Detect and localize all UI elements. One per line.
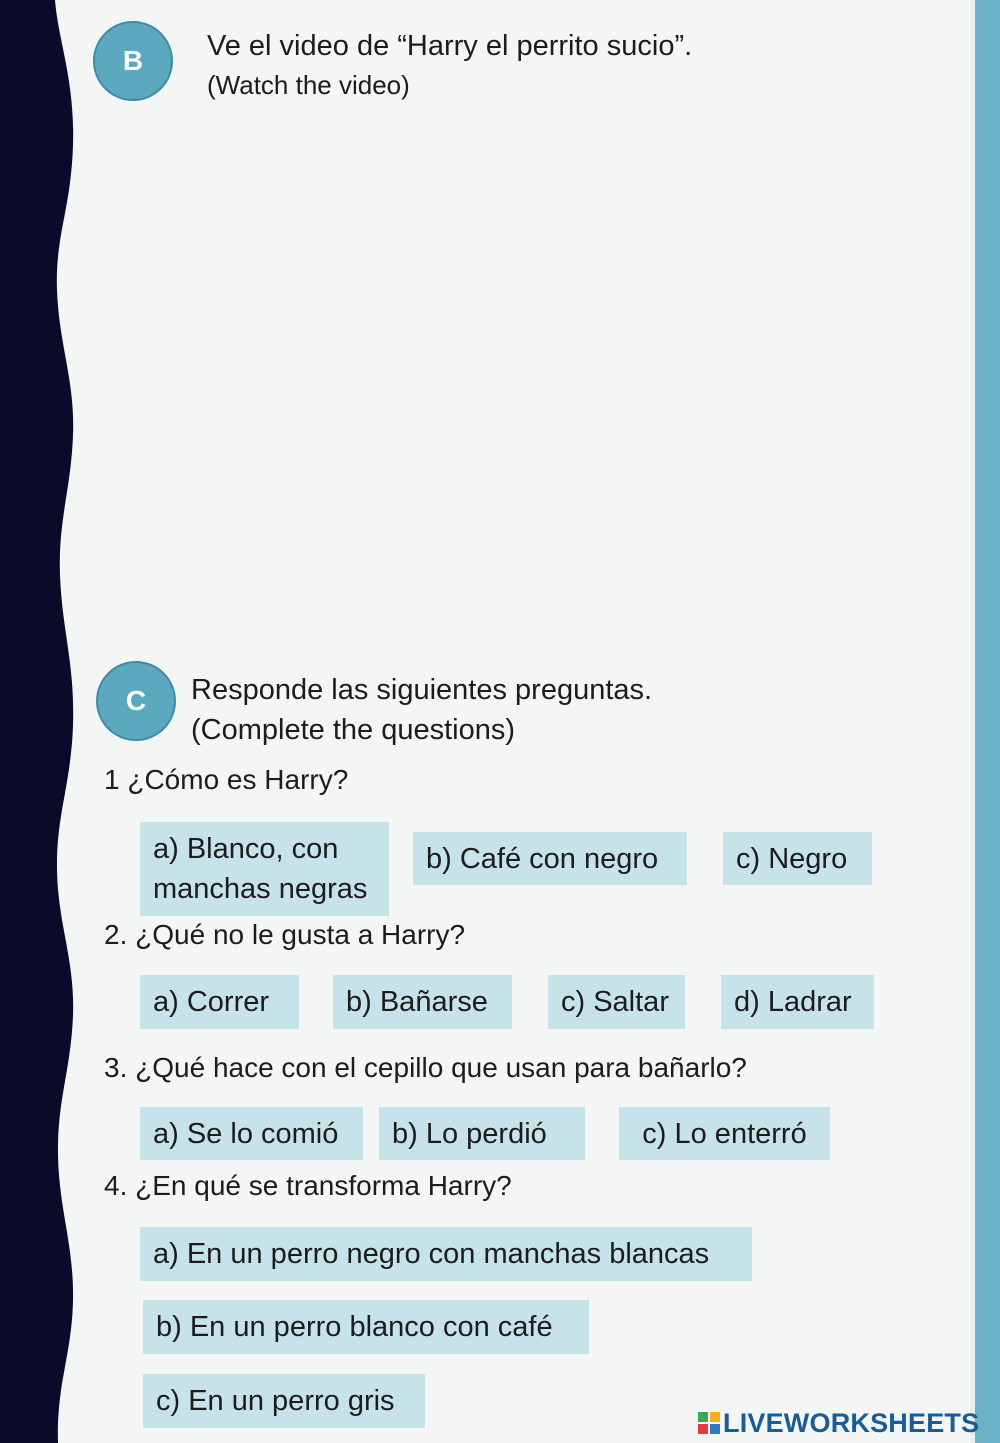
q4-option-b[interactable]: b) En un perro blanco con café (143, 1300, 589, 1354)
liveworksheets-logo-icon (698, 1412, 720, 1434)
q2-option-b[interactable]: b) Bañarse (333, 975, 512, 1029)
question-3: 3. ¿Qué hace con el cepillo que usan para bañarlo? (104, 1052, 747, 1083)
q1-option-a-line1: a) Blanco, con (153, 833, 339, 865)
q4-option-c[interactable]: c) En un perro gris (143, 1374, 425, 1428)
q4-option-a[interactable]: a) En un perro negro con manchas blancas (140, 1227, 752, 1281)
section-b-subtitle: (Watch the video) (207, 70, 410, 100)
section-c-badge: C (96, 661, 176, 741)
q2-option-d[interactable]: d) Ladrar (721, 975, 874, 1029)
question-2: 2. ¿Qué no le gusta a Harry? (104, 919, 466, 950)
question-4: 4. ¿En qué se transforma Harry? (104, 1170, 512, 1201)
liveworksheets-logo (698, 1406, 979, 1440)
q2-option-a[interactable]: a) Correr (140, 975, 299, 1029)
q2-option-c[interactable]: c) Saltar (548, 975, 685, 1029)
section-c-subtitle: (Complete the questions) (191, 714, 515, 746)
q1-option-a-line2: manchas negras (153, 873, 368, 905)
section-b-badge: B (93, 21, 173, 101)
q1-option-a[interactable] (140, 822, 389, 916)
q3-option-a[interactable]: a) Se lo comió (140, 1107, 363, 1160)
q3-option-b[interactable]: b) Lo perdió (379, 1107, 585, 1160)
liveworksheets-logo-text: LIVEWORKSHEETS (723, 1407, 980, 1438)
q1-option-b[interactable]: b) Café con negro (413, 832, 687, 885)
section-c-title: Responde las siguientes preguntas. (191, 674, 653, 706)
section-b-title: Ve el video de “Harry el perrito sucio”. (207, 30, 693, 62)
q1-option-c[interactable]: c) Negro (723, 832, 872, 885)
right-accent-strip (975, 0, 1000, 1443)
q3-option-c[interactable]: c) Lo enterró (619, 1107, 830, 1160)
question-1: 1 ¿Cómo es Harry? (104, 764, 349, 795)
wavy-border-decoration (0, 0, 80, 1443)
